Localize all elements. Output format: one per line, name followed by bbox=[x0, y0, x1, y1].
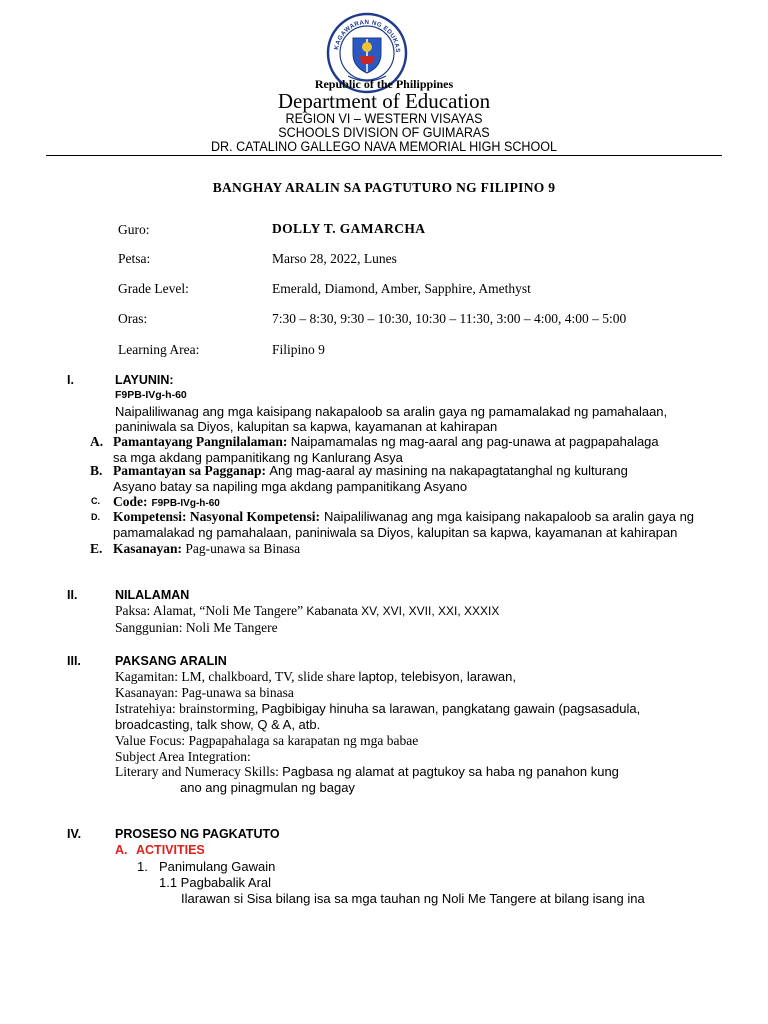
item-letter-a: A. bbox=[90, 434, 104, 449]
item-e-text: Pag-unawa sa Binasa bbox=[185, 541, 301, 556]
section-title-paksang-aralin: PAKSANG ARALIN bbox=[115, 654, 227, 668]
item-b-text1: Ang mag-aaral ay masining na nakapagtatanghal ng kulturang bbox=[269, 463, 628, 478]
layunin-text-line1: Naipaliliwanag ang mga kaisipang nakapaloob sa aralin gaya ng pamamalakad ng pamahalaan, bbox=[115, 404, 668, 419]
school-line: DR. CATALINO GALLEGO NAVA MEMORIAL HIGH SCHOOL bbox=[210, 139, 558, 154]
item-letter-d: D. bbox=[91, 512, 100, 522]
istratehiya-line bbox=[115, 702, 640, 716]
item-e-line bbox=[113, 541, 300, 557]
item-a-line1 bbox=[113, 434, 659, 450]
kasanayan-line: Kasanayan: Pag-unawa sa binasa bbox=[115, 685, 294, 700]
header-divider bbox=[46, 155, 722, 156]
istratehiya-line2: broadcasting, talk show, Q & A, atb. bbox=[115, 717, 321, 732]
kagamitan-line bbox=[115, 670, 516, 684]
document-title: BANGHAY ARALIN SA PAGTUTURO NG FILIPINO 9 bbox=[212, 180, 556, 195]
item-c-text: F9PB-IVg-h-60 bbox=[151, 498, 220, 509]
item-b-text2: Asyano batay sa napiling mga akdang pampanitikang Asyano bbox=[113, 479, 468, 494]
department-title: Department of Education bbox=[277, 89, 491, 113]
item-a-label: Pamantayang Pangnilalaman: bbox=[113, 434, 288, 449]
info-label-grade-level: Grade Level: bbox=[118, 281, 189, 296]
section-title-nilalaman: NILALAMAN bbox=[115, 588, 190, 602]
item-a-text1: Naipamamalas ng mag-aaral ang pag-unawa at pagpapahalaga bbox=[290, 434, 659, 449]
info-value-grade-level: Emerald, Diamond, Amber, Sapphire, Amethyst bbox=[272, 281, 531, 296]
section-numeral-paksang-aralin: III. bbox=[67, 654, 81, 668]
layunin-code: F9PB-IVg-h-60 bbox=[115, 389, 187, 401]
info-value-petsa: Marso 28, 2022, Lunes bbox=[272, 251, 397, 266]
item-a-text2: sa mga akdang pampanitikang ng Kanlurang Asya bbox=[113, 450, 403, 465]
section-title-layunin: LAYUNIN: bbox=[115, 373, 174, 387]
info-label-petsa: Petsa: bbox=[118, 251, 151, 266]
literary-label: Literary and Numeracy Skills: bbox=[115, 764, 279, 779]
info-value-guro: DOLLY T. GAMARCHA bbox=[272, 221, 426, 236]
item-letter-e: E. bbox=[90, 541, 103, 556]
kagamitan-label: Kagamitan: LM, chalkboard, TV, slide share bbox=[115, 669, 356, 684]
region-line: REGION VI – WESTERN VISAYAS bbox=[285, 111, 483, 126]
kagamitan-rest: laptop, telebisyon, larawan, bbox=[358, 669, 516, 684]
item-b-label: Pamantayan sa Pagganap: bbox=[113, 463, 267, 478]
section-numeral-nilalaman: II. bbox=[67, 588, 78, 602]
item-letter-c: C. bbox=[91, 496, 100, 506]
value-focus-line: Value Focus: Pagpapahalaga sa karapatan ng mga babae bbox=[115, 733, 419, 748]
item-b-line1 bbox=[113, 463, 628, 479]
info-label-guro: Guro: bbox=[118, 222, 150, 237]
info-value-learning-area: Filipino 9 bbox=[272, 342, 325, 357]
activities-letter: A. bbox=[115, 843, 128, 857]
item-d-text1: Naipaliliwanag ang mga kaisipang nakapaloob sa aralin gaya ng bbox=[324, 509, 695, 524]
subject-integration-line: Subject Area Integration: bbox=[115, 749, 251, 764]
item1-number: 1. bbox=[137, 859, 148, 874]
layunin-text-line2: paniniwala sa Diyos, kalupitan sa kapwa, kayamanan at kahirapan bbox=[115, 419, 498, 434]
activities-label: ACTIVITIES bbox=[136, 843, 205, 857]
section-numeral-proseso: IV. bbox=[67, 827, 82, 841]
paksa-chapters: Kabanata XV, XVI, XVII, XXI, XXXIX bbox=[306, 604, 500, 618]
info-value-oras: 7:30 – 8:30, 9:30 – 10:30, 10:30 – 11:30, 3:00 – 4:00, 4:00 – 5:00 bbox=[272, 311, 627, 326]
section-title-proseso: PROSESO NG PAGKATUTO bbox=[115, 827, 280, 841]
info-label-learning-area: Learning Area: bbox=[118, 342, 200, 357]
republic-line: Republic of the Philippines bbox=[314, 77, 454, 91]
paksa-label: Paksa: Alamat, “Noli Me Tangere” bbox=[115, 603, 304, 618]
sanggunian-line: Sanggunian: Noli Me Tangere bbox=[115, 620, 278, 635]
istratehiya-rest: Pagbibigay hinuha sa larawan, pangkatang gawain (pagsasadula, bbox=[261, 701, 641, 716]
item-d-line1 bbox=[113, 508, 694, 526]
literary-text1: Pagbasa ng alamat at pagtukoy sa haba ng panahon kung bbox=[282, 764, 619, 779]
literary-text2: ano ang pinagmulan ng bagay bbox=[180, 780, 355, 795]
seal-text: KAGAWARAN NG EDUKAS bbox=[333, 18, 402, 54]
item1-label: Panimulang Gawain bbox=[159, 859, 276, 874]
item-letter-b: B. bbox=[90, 463, 103, 478]
item-c-label: Code: bbox=[113, 494, 148, 509]
sub1-text: Ilarawan si Sisa bilang isa sa mga tauhan ng Noli Me Tangere at bilang isang ina bbox=[181, 891, 645, 906]
info-label-oras: Oras: bbox=[118, 311, 148, 326]
section-numeral-layunin: I. bbox=[67, 373, 74, 387]
literary-line bbox=[115, 765, 619, 779]
division-line: SCHOOLS DIVISION OF GUIMARAS bbox=[278, 125, 490, 140]
paksa-line bbox=[115, 604, 499, 618]
item-e-label: Kasanayan: bbox=[113, 541, 183, 556]
item-d-text2: pamamalakad ng pamahalaan, paniniwala sa Diyos, kalupitan sa kapwa, kayamanan at kahirapan bbox=[113, 525, 678, 540]
sub1-label: 1.1 Pagbabalik Aral bbox=[159, 875, 272, 890]
istratehiya-label: Istratehiya: brainstorming, bbox=[115, 701, 259, 716]
item-d-label: Kompetensi: Nasyonal Kompetensi: bbox=[113, 509, 320, 524]
